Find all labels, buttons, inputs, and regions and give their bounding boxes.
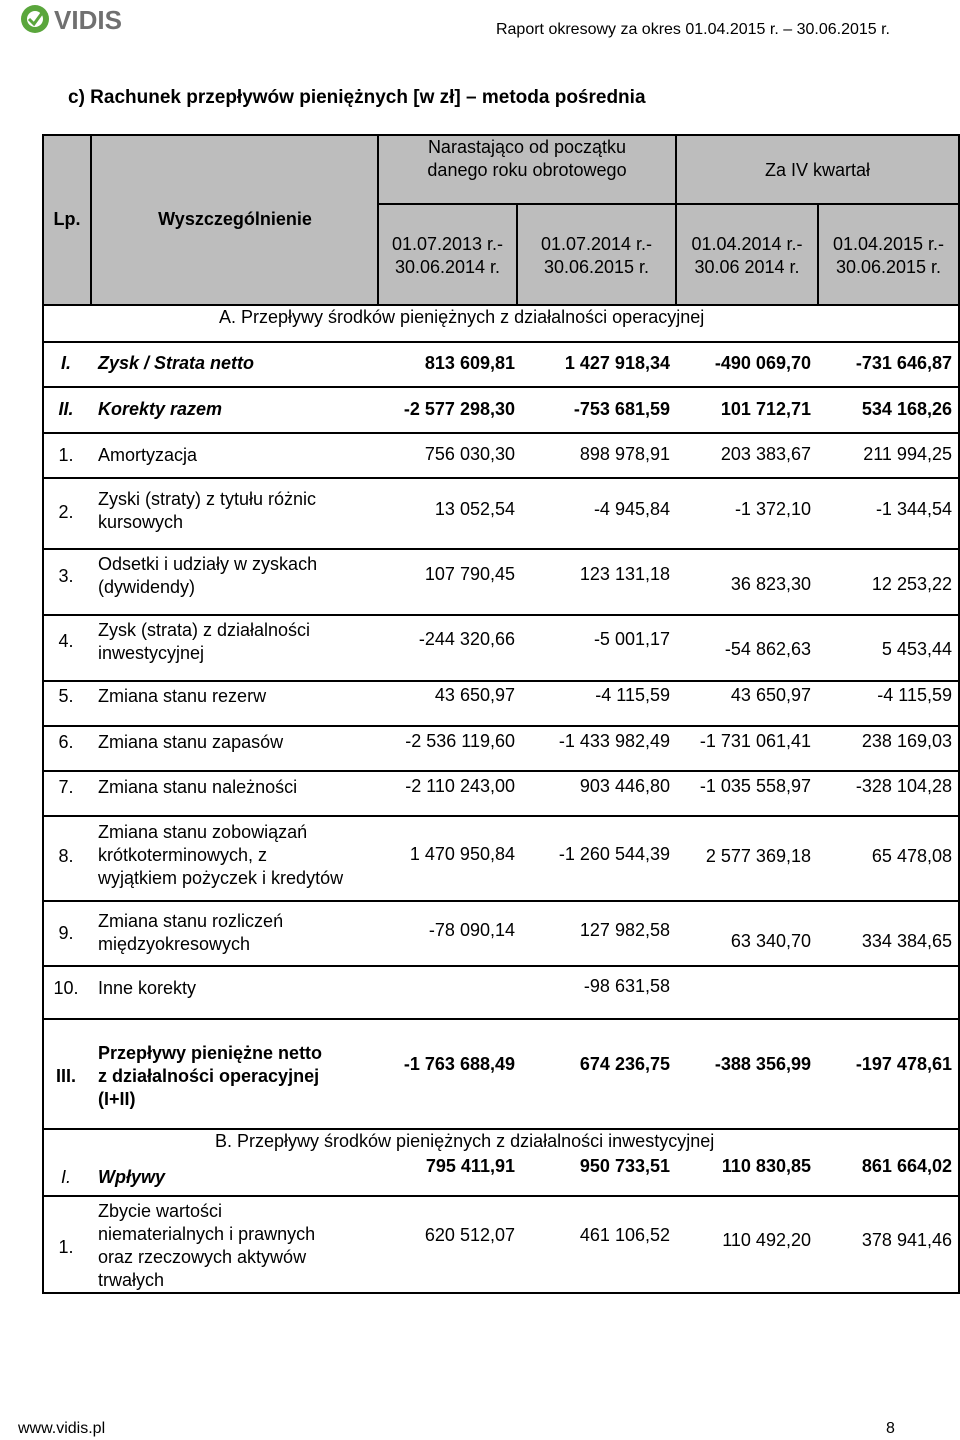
value-cell: 65 478,08	[871, 846, 952, 866]
vidis-logo	[18, 2, 138, 38]
footer-page-number: 8	[886, 1420, 895, 1437]
value-cell: 13 052,54	[434, 499, 515, 519]
row-label: Zmiana stanu zobowiązań krótkoterminowych, z wyjątkiem pożyczek i kredytów	[98, 822, 344, 888]
row-lp: 8.	[58, 846, 74, 866]
col-header-description: Wyszczególnienie	[158, 209, 312, 229]
value-cell: -1 035 558,97	[699, 776, 811, 796]
row-label: Wpływy	[98, 1167, 166, 1187]
col-header-lp: Lp.	[53, 209, 81, 229]
row-label: Przepływy pieniężne netto z działalności operacyjnej (I+II)	[98, 1043, 323, 1109]
row-label: Zysk (strata) z działalności inwestycyjnej	[98, 620, 311, 663]
value-cell: -490 069,70	[714, 353, 811, 373]
row-lp: 4.	[58, 631, 74, 651]
period-header: 01.04.2014 r.- 30.06 2014 r.	[691, 234, 803, 277]
row-lp: 1.	[58, 445, 74, 465]
value-cell: 43 650,97	[434, 685, 515, 705]
svg-text:VIDIS: VIDIS	[54, 5, 122, 35]
value-cell: 674 236,75	[579, 1054, 670, 1074]
report-period-header: Raport okresowy za okres 01.04.2015 r. – 30.06.2015 r.	[495, 21, 890, 38]
row-lp: II.	[58, 399, 74, 419]
value-cell: -731 646,87	[855, 353, 952, 373]
value-cell: 2 577 369,18	[705, 846, 811, 866]
value-cell: 36 823,30	[730, 574, 811, 594]
value-cell: 756 030,30	[424, 444, 515, 464]
value-cell: -197 478,61	[855, 1054, 952, 1074]
value-cell: -2 110 243,00	[405, 776, 515, 796]
value-cell: -2 577 298,30	[403, 399, 515, 419]
value-cell: 898 978,91	[579, 444, 670, 464]
value-cell: 861 664,02	[861, 1156, 952, 1176]
value-cell: -4 945,84	[593, 499, 670, 519]
value-cell: -753 681,59	[573, 399, 670, 419]
value-cell: 795 411,91	[425, 1156, 515, 1176]
row-lp: 3.	[58, 566, 74, 586]
row-lp: III.	[55, 1066, 76, 1086]
value-cell: 127 982,58	[579, 920, 670, 940]
value-cell: 12 253,22	[871, 574, 952, 594]
row-lp: 5.	[58, 686, 74, 706]
value-cell: -388 356,99	[714, 1054, 811, 1074]
value-cell: 620 512,07	[424, 1225, 515, 1245]
value-cell: 101 712,71	[720, 399, 811, 419]
row-label: Zmiana stanu rezerw	[98, 686, 267, 706]
row-label: Inne korekty	[98, 978, 197, 998]
value-cell: 534 168,26	[861, 399, 952, 419]
value-cell: -1 731 061,41	[699, 731, 811, 751]
value-cell: -2 536 119,60	[405, 731, 515, 751]
value-cell: 334 384,65	[861, 931, 952, 951]
value-cell: 903 446,80	[579, 776, 670, 796]
value-cell: -4 115,59	[877, 685, 952, 705]
value-cell: -4 115,59	[595, 685, 670, 705]
value-cell: -1 372,10	[734, 499, 811, 519]
value-cell: 1 470 950,84	[409, 844, 515, 864]
value-cell: -1 763 688,49	[403, 1054, 515, 1074]
value-cell: -54 862,63	[724, 639, 811, 659]
value-cell: -5 001,17	[593, 629, 670, 649]
footer-website: www.vidis.pl	[18, 1420, 106, 1437]
period-header: 01.04.2015 r.- 30.06.2015 r.	[832, 234, 945, 277]
period-header: 01.07.2013 r.- 30.06.2014 r.	[391, 234, 504, 277]
row-lp: 6.	[58, 732, 74, 752]
value-cell: 110 830,85	[721, 1156, 811, 1176]
section-a-heading: A. Przepływy środków pieniężnych z działalności operacyjnej	[219, 307, 705, 327]
value-cell: -1 260 544,39	[558, 844, 670, 864]
value-cell: 107 790,45	[424, 564, 515, 584]
value-cell: 203 383,67	[720, 444, 811, 464]
row-label: Korekty razem	[98, 399, 223, 419]
row-label: Odsetki i udziały w zyskach (dywidendy)	[98, 554, 318, 597]
row-label: Zmiana stanu zapasów	[98, 732, 284, 752]
section-b-heading: B. Przepływy środków pieniężnych z działalności inwestycyjnej	[215, 1131, 715, 1151]
period-header: 01.07.2014 r.- 30.06.2015 r.	[540, 234, 653, 277]
value-cell: 1 427 918,34	[564, 353, 670, 373]
row-lp: 10.	[53, 978, 79, 998]
value-cell: 238 169,03	[861, 731, 952, 751]
value-cell: 378 941,46	[861, 1230, 952, 1250]
value-cell: -244 320,66	[418, 629, 515, 649]
value-cell: -328 104,28	[855, 776, 952, 796]
value-cell: 63 340,70	[730, 931, 811, 951]
value-cell: 950 733,51	[579, 1156, 670, 1176]
value-cell: 813 609,81	[424, 353, 515, 373]
row-label: Zbycie wartości niematerialnych i prawnych oraz rzeczowych aktywów trwałych	[98, 1201, 316, 1290]
row-lp: I.	[60, 353, 71, 373]
group-header-cumulative: Narastająco od początku danego roku obrotowego	[427, 137, 627, 180]
row-label: Amortyzacja	[98, 445, 198, 465]
value-cell: 211 994,25	[863, 444, 952, 464]
row-lp: 9.	[58, 923, 74, 943]
value-cell: -98 631,58	[583, 976, 670, 996]
value-cell: -1 344,54	[875, 499, 952, 519]
section-title: c) Rachunek przepływów pieniężnych [w zł] – metoda pośrednia	[68, 87, 646, 108]
group-header-quarter: Za IV kwartał	[764, 160, 871, 180]
row-lp: I.	[60, 1167, 71, 1187]
value-cell: 123 131,18	[579, 564, 670, 584]
row-label: Zyski (straty) z tytułu różnic kursowych	[98, 489, 317, 532]
row-label: Zysk / Strata netto	[98, 353, 255, 373]
value-cell: -1 433 982,49	[558, 731, 670, 751]
value-cell: 461 106,52	[579, 1225, 670, 1245]
row-lp: 7.	[58, 777, 74, 797]
row-lp: 1.	[58, 1237, 74, 1257]
value-cell: 43 650,97	[730, 685, 811, 705]
row-lp: 2.	[58, 502, 74, 522]
value-cell: 5 453,44	[881, 639, 952, 659]
row-label: Zmiana stanu należności	[98, 777, 298, 797]
row-label: Zmiana stanu rozliczeń międzyokresowych	[98, 911, 284, 954]
value-cell: 110 492,20	[722, 1230, 811, 1250]
value-cell: -78 090,14	[428, 920, 515, 940]
